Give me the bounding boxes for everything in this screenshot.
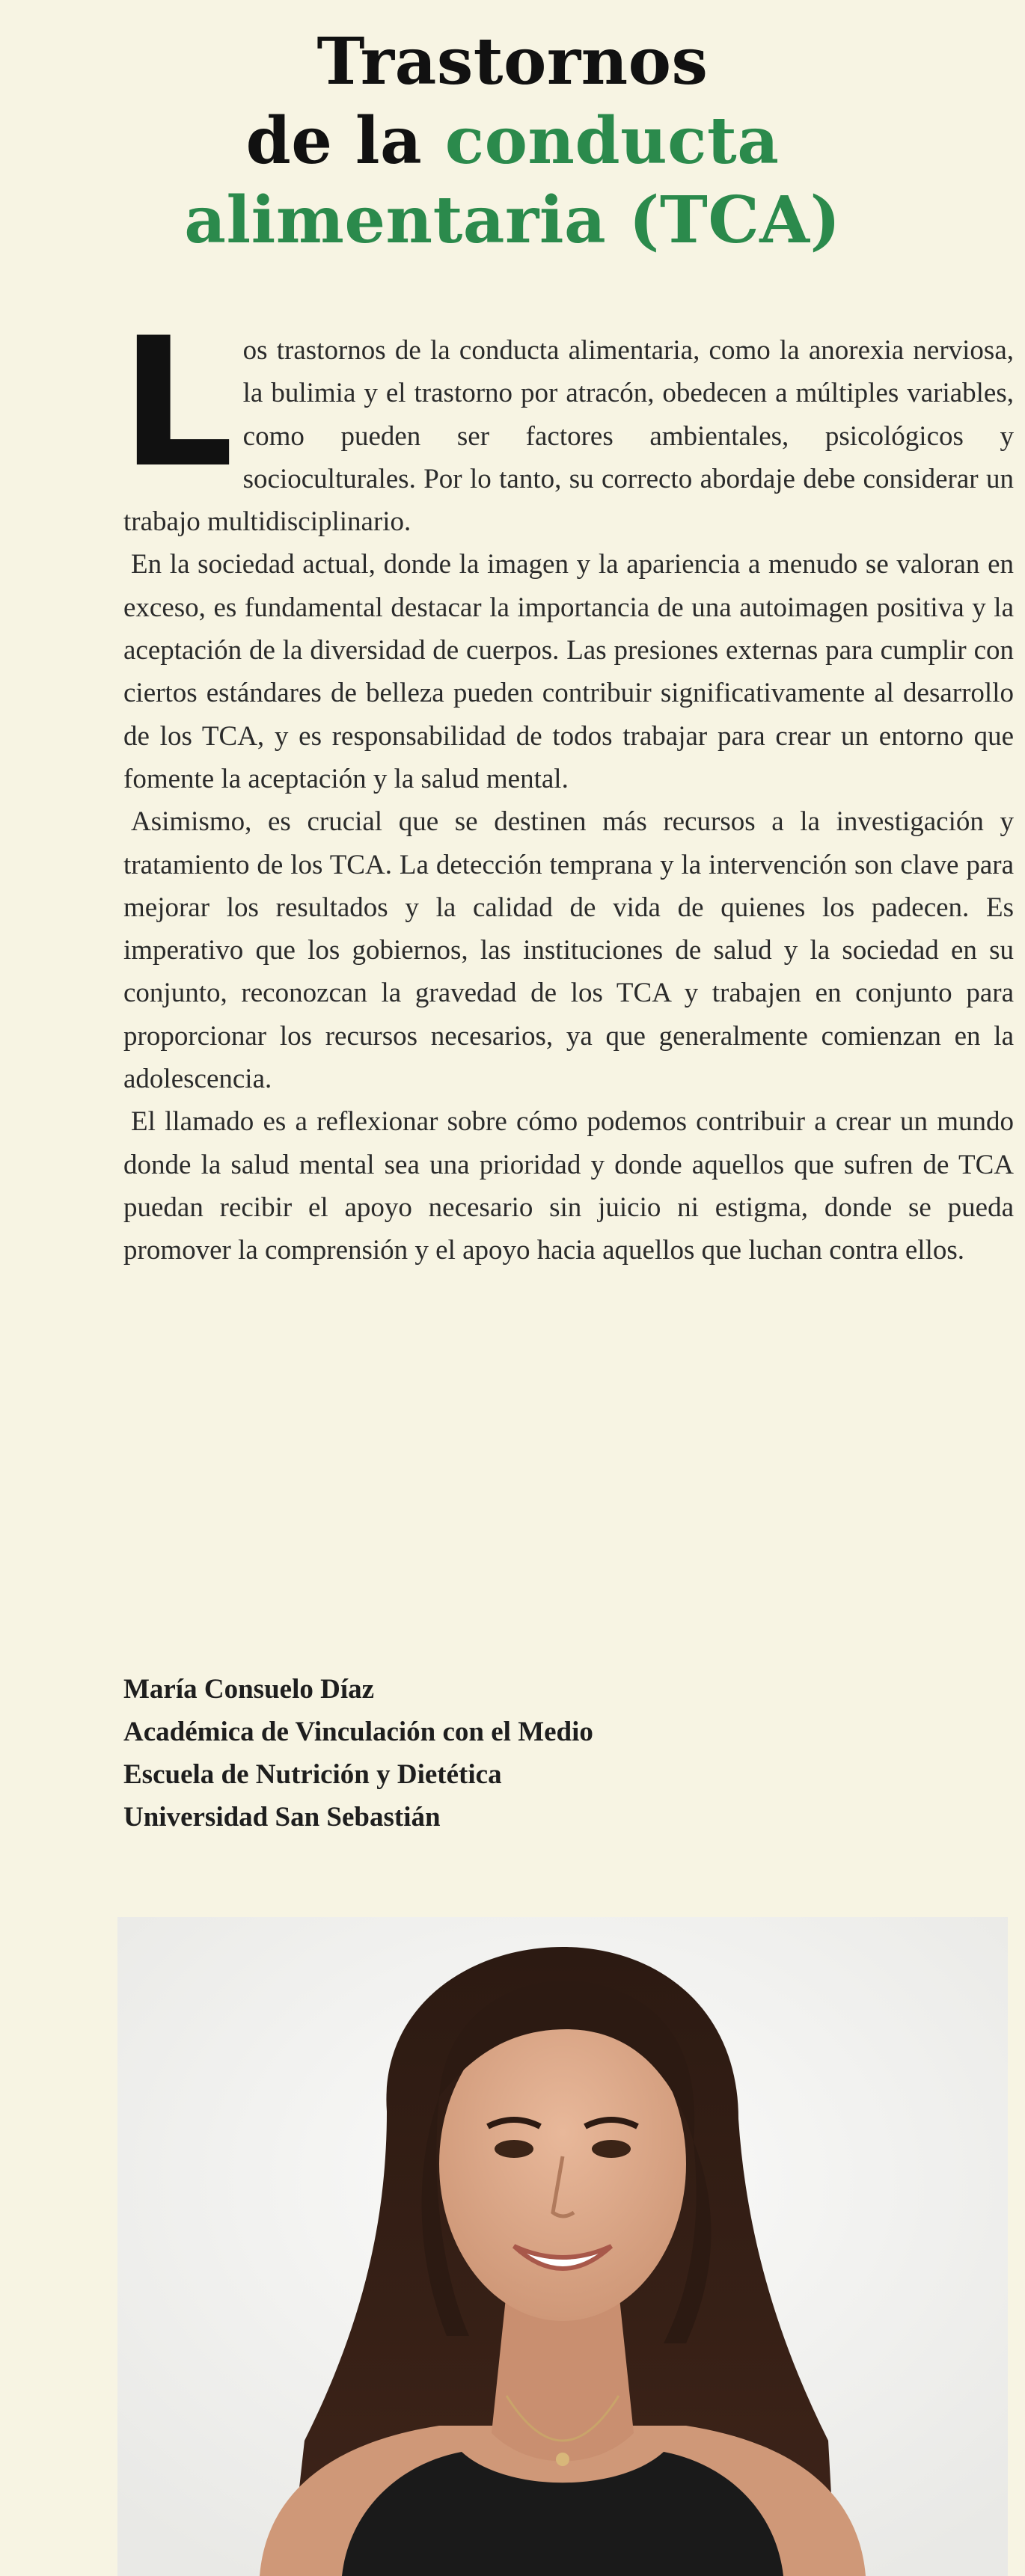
drop-cap: L [120,300,234,507]
portrait-illustration [117,1917,1008,2576]
paragraph-1-text: os trastornos de la conducta alimentaria, como la anorexia nerviosa, la bulimia y el trastorno por atracón, obedecen a múltiples variables, como pueden ser factores ambientales, psicológicos y socioculturales. Por lo tanto, su correcto abordaje debe considerar un trabajo multidisciplinario. [123,335,1014,538]
paragraph-1 [120,300,1014,543]
author-name: María Consuelo Díaz [123,1674,375,1705]
title-line-2 [0,102,1025,181]
author-university: Universidad San Sebastián [123,1802,441,1833]
title-word-trastornos: Trastornos [316,24,709,99]
paragraph-3: Asimismo, es crucial que se destinen más recursos a la investigación y tratamiento de los TCA. La detección temprana y la intervención son clave para mejorar los resultados y la calidad de vida de quienes los padecen. Es imperativo que los gobiernos, las instituciones de salud y la sociedad en su conjunto, reconozcan la gravedad de los TCA y trabajen en conjunto para proporcionar los recursos necesarios, ya que generalmente comienzan en la adolescencia. [123,806,1014,1095]
article-title [0,22,1025,260]
title-line-1 [0,22,1025,102]
paragraph-4: El llamado es a reflexionar sobre cómo podemos contribuir a crear un mundo donde la salud mental sea una prioridad y donde aquellos que sufren de TCA puedan recibir el apoyo necesario sin juicio ni estigma, donde se pueda promover la comprensión y el apoyo hacia aquellos que luchan contra ellos. [123,1106,1014,1266]
author-role: Académica de Vinculación con el Medio [123,1717,593,1747]
title-line-3 [0,181,1025,260]
paragraph-2: En la sociedad actual, donde la imagen y la apariencia a menudo se valoran en exceso, es fundamental destacar la importancia de una autoimagen positiva y la aceptación de la diversidad de cuerpos. Las presiones externas para cumplir con ciertos estándares de belleza pueden contribuir significativamente al desarrollo de los TCA, y es responsabilidad de todos trabajar para crear un entorno que fomente la aceptación y la salud mental. [123,549,1014,794]
author-school: Escuela de Nutrición y Dietética [123,1759,502,1790]
article-body [120,300,1014,1272]
title-words-alimentaria: alimentaria (TCA) [184,183,841,258]
author-signature [123,1668,1014,1839]
author-portrait-photo [117,1917,1008,2576]
title-words-de-la: de la [245,103,423,179]
title-word-conducta: conducta [444,103,780,179]
